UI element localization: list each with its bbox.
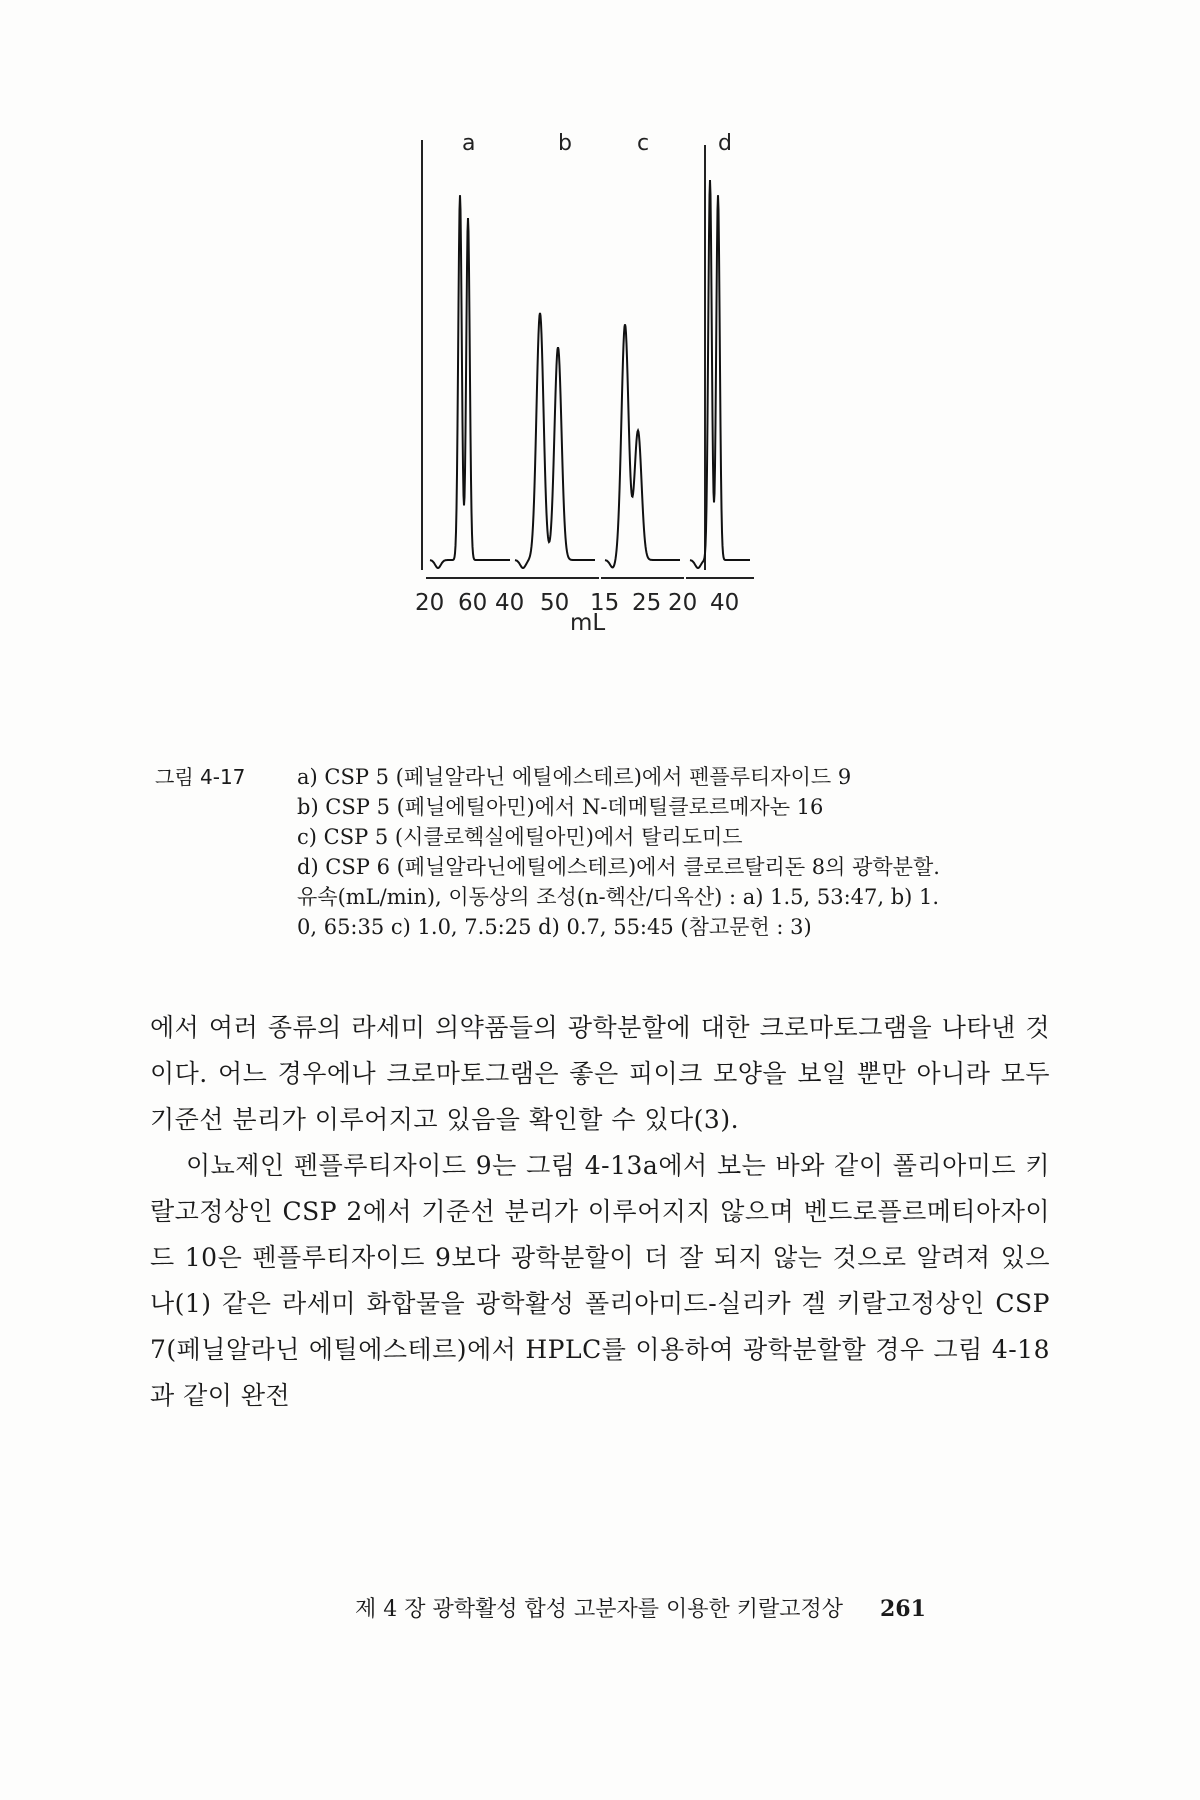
panel-label-d: d [718, 131, 732, 156]
tick-label: 60 [458, 590, 488, 616]
tick-label: 40 [495, 590, 525, 616]
caption-label: 그림 4-17 [155, 765, 246, 789]
page-number: 261 [880, 1596, 926, 1622]
caption-body [297, 762, 1055, 942]
caption-line: 유속(mL/min), 이동상의 조성(n-헥산/디옥산) : a) 1.5, 53:47, b) 1. [297, 885, 940, 909]
chromatogram-trace-d [690, 180, 750, 568]
panel-label-a: a [462, 131, 476, 156]
chromatogram-trace-c [605, 324, 680, 567]
panel-label-c: c [637, 131, 650, 156]
tick-label: 15 [590, 590, 620, 616]
tick-label: 20 [668, 590, 698, 616]
running-head: 제 4 장 광학활성 합성 고분자를 이용한 키랄고정상 [355, 1597, 843, 1622]
chromatogram-svg [400, 131, 820, 750]
caption-line: a) CSP 5 (페닐알라닌 에틸에스테르)에서 펜플루티자이드 9 [297, 765, 852, 789]
caption-line: 0, 65:35 c) 1.0, 7.5:25 d) 0.7, 55:45 (참고문헌 : 3) [297, 915, 812, 939]
tick-label: 20 [415, 590, 445, 616]
body-paragraph-2: 이뇨제인 펜플루티자이드 9는 그림 4-13a에서 보는 바와 같이 폴리아미드 키랄고정상인 CSP 2에서 기준선 분리가 이루어지지 않으며 벤드로플르메티아자이드 10은 펜플루티자이드 9보다 광학분할이 더 잘 되지 않는 것으로 알려져 있으나(1) 같은 라세미 화합물을 광학활성 폴리아미드-실리카 겔 키랄고정상인 CSP 7(페닐알라닌 에틸에스테르)에서 HPLC를 이용하여 광학분할할 경우 그림 4-18과 같이 완전 [150, 1151, 1050, 1410]
body-paragraph-1: 에서 여러 종류의 라세미 의약품들의 광학분할에 대한 크로마토그램을 나타낸 것이다. 어느 경우에나 크로마토그램은 좋은 피이크 모양을 보일 뿐만 아니라 모두 기준선 분리가 이루어지고 있음을 확인할 수 있다(3). [150, 1013, 1050, 1134]
page-footer [355, 1592, 1055, 1623]
chromatogram-trace-b [515, 313, 595, 568]
tick-label: 40 [710, 590, 740, 616]
x-axis-unit-label: mL [570, 610, 606, 636]
tick-label: 50 [540, 590, 570, 616]
chromatogram-figure [400, 131, 820, 750]
chromatogram-trace-a [430, 195, 510, 568]
tick-label: 25 [632, 590, 662, 616]
caption-line: b) CSP 5 (페닐에틸아민)에서 N-데메틸클로르메자논 16 [297, 795, 824, 819]
figure-caption [155, 762, 1055, 942]
caption-line: d) CSP 6 (페닐알라닌에틸에스테르)에서 클로르탈리돈 8의 광학분할. [297, 855, 940, 879]
body-text [150, 1005, 1050, 1419]
panel-label-b: b [558, 131, 572, 156]
caption-line: c) CSP 5 (시클로헥실에틸아민)에서 탈리도미드 [297, 825, 743, 849]
